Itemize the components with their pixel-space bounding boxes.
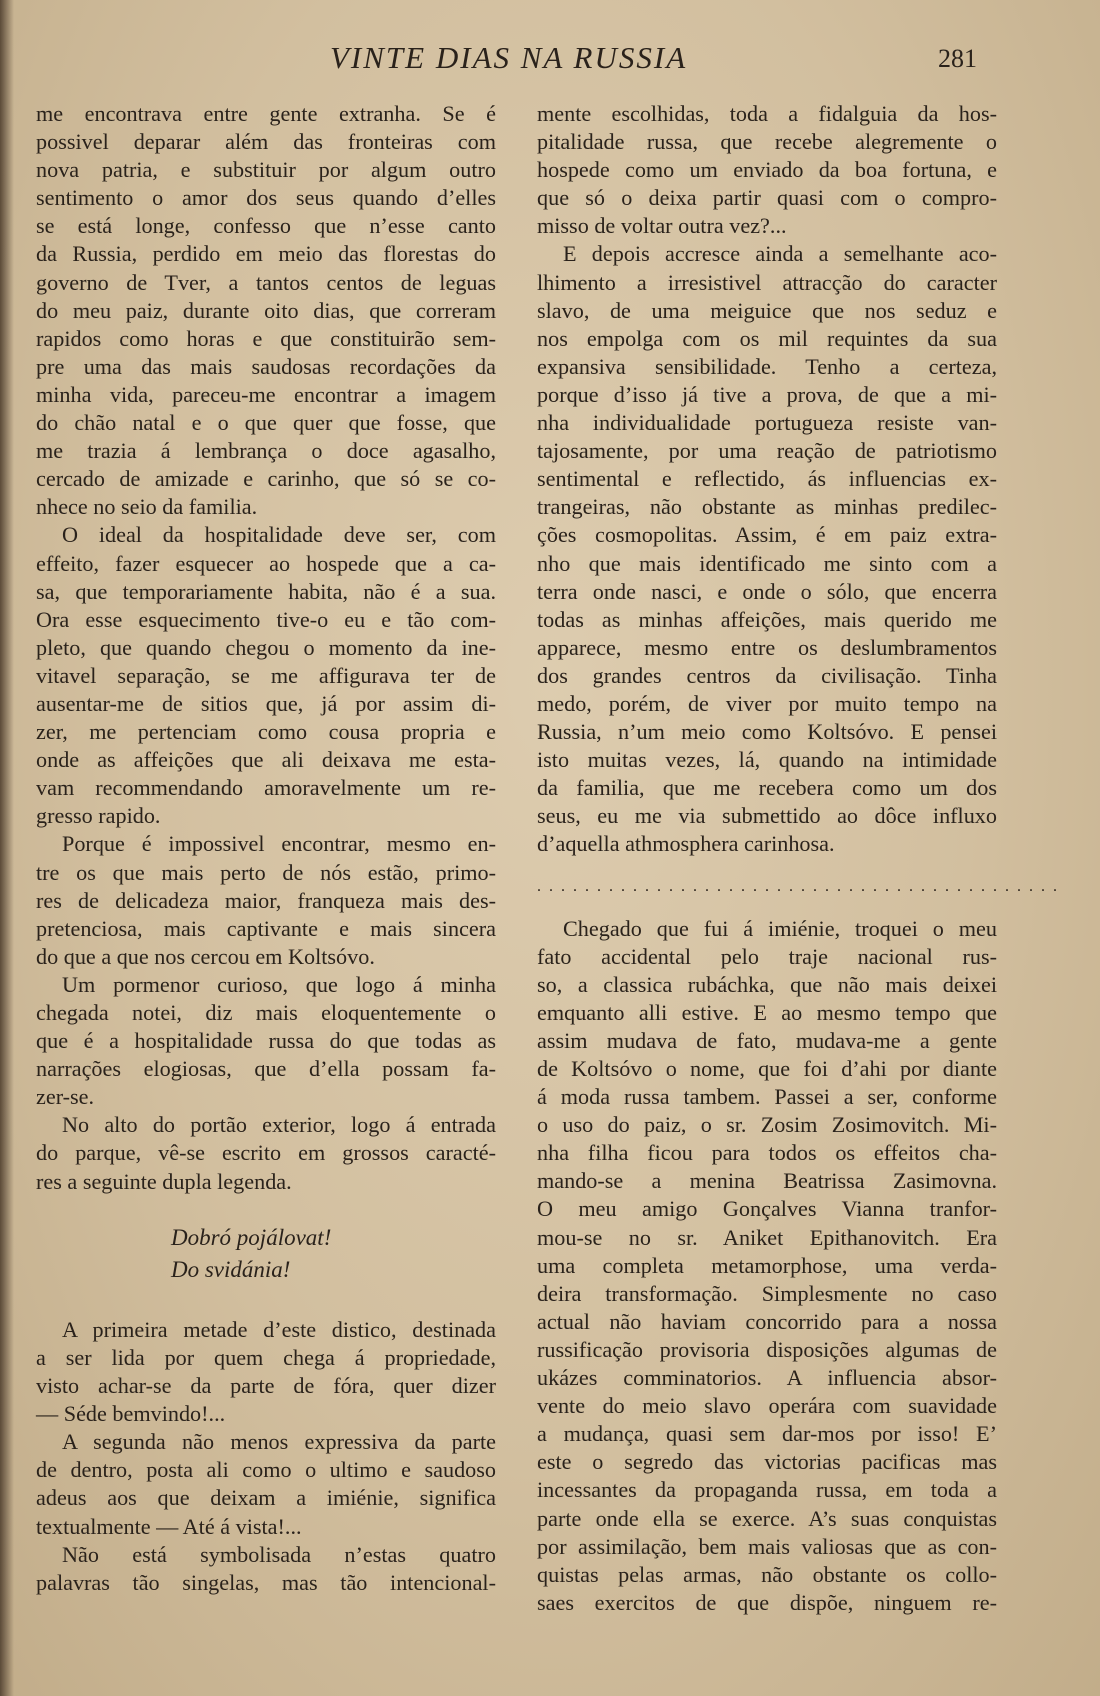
text-line: por assimilação, bem mais valiosas que as con- <box>537 1533 997 1559</box>
separator-spacer <box>537 859 997 873</box>
text-line: incessantes da propaganda russa, em toda a <box>537 1477 997 1503</box>
text-line: medo, porém, de viver por muito tempo na <box>537 690 997 716</box>
text-line: No alto do portão exterior, logo á entrada <box>62 1112 496 1138</box>
text-line: onde as affeições que ali deixava me esta- <box>36 747 496 773</box>
text-line: — Séde bemvindo!... <box>36 1401 226 1427</box>
text-line: res a seguinte dupla legenda. <box>36 1168 292 1194</box>
text-line: assim mudava de fato, mudava-me a gente <box>537 1027 997 1053</box>
text-line: que é a hospitalidade russa do que todas as <box>36 1028 496 1054</box>
right-column <box>537 100 1065 1617</box>
verse-spacer <box>36 1288 496 1316</box>
text-line: actual não haviam concorrido para a nossa <box>537 1308 997 1334</box>
text-line: da Russia, perdido em meio das florestas do <box>36 241 496 267</box>
text-line: todas as minhas affeições, mais querido me <box>537 606 997 632</box>
text-line: zer, me pertenciam como cousa propria e <box>36 719 496 745</box>
text-line: uma completa metamorphose, uma verda- <box>537 1252 997 1278</box>
running-title: VINTE DIAS NA RUSSIA <box>330 40 688 75</box>
text-line: misso de voltar outra vez?... <box>537 213 787 239</box>
verse-spacer <box>36 1196 496 1224</box>
text-line: mando-se a menina Beatrissa Zasimovna. <box>537 1168 997 1194</box>
text-line: pretenciosa, mais captivante e mais sincera <box>36 915 496 941</box>
text-line: porque d’isso já tive a prova, de que a mi- <box>537 381 997 407</box>
text-line: me trazia á lembrança o doce agasalho, <box>36 438 496 464</box>
verse-line: Do svidánia! <box>171 1256 291 1282</box>
text-line: a mudança, quasi sem dar-mos por isso! E’ <box>537 1421 997 1447</box>
text-line: E depois accresce ainda a semelhante aco- <box>563 241 997 267</box>
right-column-text-after-separator <box>537 915 997 1617</box>
text-line: terra onde nasci, e onde o sólo, que encerra <box>537 578 997 604</box>
text-line: sentimental e reflectido, ás influencias ex- <box>537 466 997 492</box>
text-line: fato accidental pelo traje nacional rus- <box>537 943 997 969</box>
verse-block <box>36 1224 496 1288</box>
left-column <box>36 100 496 1597</box>
text-line: me encontrava entre gente extranha. Se é <box>36 101 496 126</box>
text-line: A primeira metade d’este distico, destinada <box>62 1316 496 1342</box>
text-line: de Koltsóvo o nome, que foi d’ahi por diante <box>537 1056 997 1081</box>
text-line: ukázes comminatorios. A influencia absor- <box>537 1365 997 1391</box>
text-line: nha individualidade portugueza resiste van- <box>537 410 997 436</box>
text-line: governo de Tver, a tantos centos de leguas <box>36 269 496 295</box>
text-line: tre os que mais perto de nós estão, primo- <box>36 859 496 885</box>
text-line: este o segredo das victorias pacificas mas <box>537 1449 997 1475</box>
text-line: deira transformação. Simplesmente no caso <box>537 1280 997 1306</box>
text-line: sa, que temporariamente habita, não é a sua. <box>36 578 496 604</box>
text-line: expansiva sensibilidade. Tenho a certeza, <box>537 353 997 379</box>
text-line: parte onde ella se exerce. A’s suas conquistas <box>537 1505 997 1531</box>
text-line: sentimento o amor dos seus quando d’elles <box>36 185 496 211</box>
text-line: nova patria, e substituir por algum outro <box>36 157 496 183</box>
text-line: O ideal da hospitalidade deve ser, com <box>62 522 496 548</box>
text-line: russificação provisoria disposições algumas de <box>537 1336 997 1362</box>
text-line: do meu paiz, durante oito dias, que correram <box>36 297 496 323</box>
text-line: Chegado que fui á imiénie, troquei o meu <box>563 915 997 941</box>
text-line: res de delicadeza maior, franqueza mais des- <box>36 887 496 913</box>
right-column-text <box>537 100 997 859</box>
text-line: pleto, que quando chegou o momento da ine- <box>36 634 496 660</box>
text-line: chegada notei, diz mais eloquentemente o <box>36 1000 496 1025</box>
text-line: O meu amigo Gonçalves Vianna tranfor- <box>537 1196 997 1222</box>
text-line: tajosamente, por uma reação de patriotismo <box>537 438 997 464</box>
dotted-separator: ............................................ <box>537 877 1065 895</box>
text-line: seus, eu me via submettido ao dôce influxo <box>537 803 997 829</box>
text-line: slavo, de uma meiguice que nos seduz e <box>537 297 997 323</box>
text-line: Porque é impossivel encontrar, mesmo en- <box>62 831 496 857</box>
text-line: a ser lida por quem chega á propriedade, <box>36 1344 496 1370</box>
text-line: Um pormenor curioso, que logo á minha <box>62 971 496 997</box>
text-line: á moda russa tambem. Passei a ser, conforme <box>537 1084 997 1110</box>
page-header <box>0 40 1100 80</box>
left-column-text <box>36 100 496 1196</box>
text-line: pre uma das mais saudosas recordações da <box>36 353 496 379</box>
text-line: vitavel separação, se me affigurava ter de <box>36 662 496 688</box>
text-line: de dentro, posta ali como o ultimo e saudoso <box>36 1457 496 1483</box>
separator-spacer <box>537 901 997 915</box>
text-line: pitalidade russa, que recebe alegremente o <box>537 129 997 155</box>
text-line: ções cosmopolitas. Assim, é em paiz extra- <box>537 522 997 548</box>
text-line: d’aquella athmosphera carinhosa. <box>537 831 835 857</box>
text-line: nhece no seio da familia. <box>36 494 258 520</box>
text-line: quistas pelas armas, não obstante os collo- <box>537 1561 997 1587</box>
text-line: saes exercitos de que dispõe, ninguem re- <box>537 1589 997 1615</box>
text-line: lhimento a irresistivel attracção do caracter <box>537 269 997 295</box>
text-line: textualmente — Até á vista!... <box>36 1513 302 1539</box>
text-line: dos grandes centros da civilisação. Tinha <box>537 662 997 688</box>
verse-line: Dobró pojálovat! <box>171 1224 332 1250</box>
text-line: vente do meio slavo operára com suavidade <box>537 1393 997 1419</box>
text-line: ausentar-me de sitios que, já por assim di- <box>36 690 496 716</box>
text-line: so, a classica rubáchka, que não mais deixei <box>537 971 997 997</box>
text-line: do chão natal e o que quer que fosse, que <box>36 410 496 436</box>
text-line: effeito, fazer esquecer ao hospede que a ca- <box>36 550 496 576</box>
text-line: adeus aos que deixam a imiénie, significa <box>36 1485 496 1511</box>
text-line: gresso rapido. <box>36 803 161 829</box>
text-line: isto muitas vezes, lá, quando na intimidade <box>537 747 997 773</box>
text-line: rapidos como horas e que constituirão sem- <box>36 325 496 351</box>
text-line: mente escolhidas, toda a fidalguia da hos- <box>537 101 997 126</box>
text-line: zer-se. <box>36 1084 95 1110</box>
text-line: palavras tão singelas, mas tão intencional- <box>36 1569 496 1595</box>
text-line: nha filha ficou para todos os effeitos cha- <box>537 1140 997 1166</box>
text-line: apparece, mesmo entre os deslumbramentos <box>537 634 997 660</box>
text-line: minha vida, pareceu-me encontrar a imagem <box>36 381 496 407</box>
text-line: se está longe, confesso que n’esse canto <box>36 213 496 239</box>
text-line: Russia, n’um meio como Koltsóvo. E pensei <box>537 719 997 745</box>
text-line: trangeiras, não obstante as minhas predilec- <box>537 494 997 520</box>
left-column-text-after-verse <box>36 1316 496 1597</box>
text-line: da familia, que me recebera como um dos <box>537 775 997 801</box>
text-line: emquanto alli estive. E ao mesmo tempo que <box>537 999 997 1025</box>
text-line: hospede como um enviado da boa fortuna, e <box>537 157 997 183</box>
text-line: mou-se no sr. Aniket Epithanovitch. Era <box>537 1224 997 1250</box>
text-line: narrações elogiosas, que d’ella possam fa- <box>36 1056 496 1082</box>
text-line: do parque, vê-se escrito em grossos caracté- <box>36 1140 496 1166</box>
page-number: 281 <box>938 44 977 73</box>
text-line: vam recommendando amoravelmente um re- <box>36 775 496 801</box>
text-line: do que a que nos cercou em Koltsóvo. <box>36 943 375 969</box>
text-line: visto achar-se da parte de fóra, quer dizer <box>36 1373 496 1399</box>
text-line: que só o deixa partir quasi com o compro- <box>537 185 997 211</box>
text-line: possivel deparar além das fronteiras com <box>36 129 496 155</box>
text-line: Não está symbolisada n’estas quatro <box>62 1541 496 1567</box>
text-line: cercado de amizade e carinho, que só se co- <box>36 466 496 492</box>
text-line: nos empolga com os mil requintes da sua <box>537 325 997 351</box>
text-line: Ora esse esquecimento tive-o eu e tão com- <box>36 606 496 632</box>
text-line: A segunda não menos expressiva da parte <box>62 1429 496 1455</box>
text-line: nho que mais identificado me sinto com a <box>537 550 997 576</box>
text-line: o uso do paiz, o sr. Zosim Zosimovitch. Mi- <box>537 1112 997 1138</box>
